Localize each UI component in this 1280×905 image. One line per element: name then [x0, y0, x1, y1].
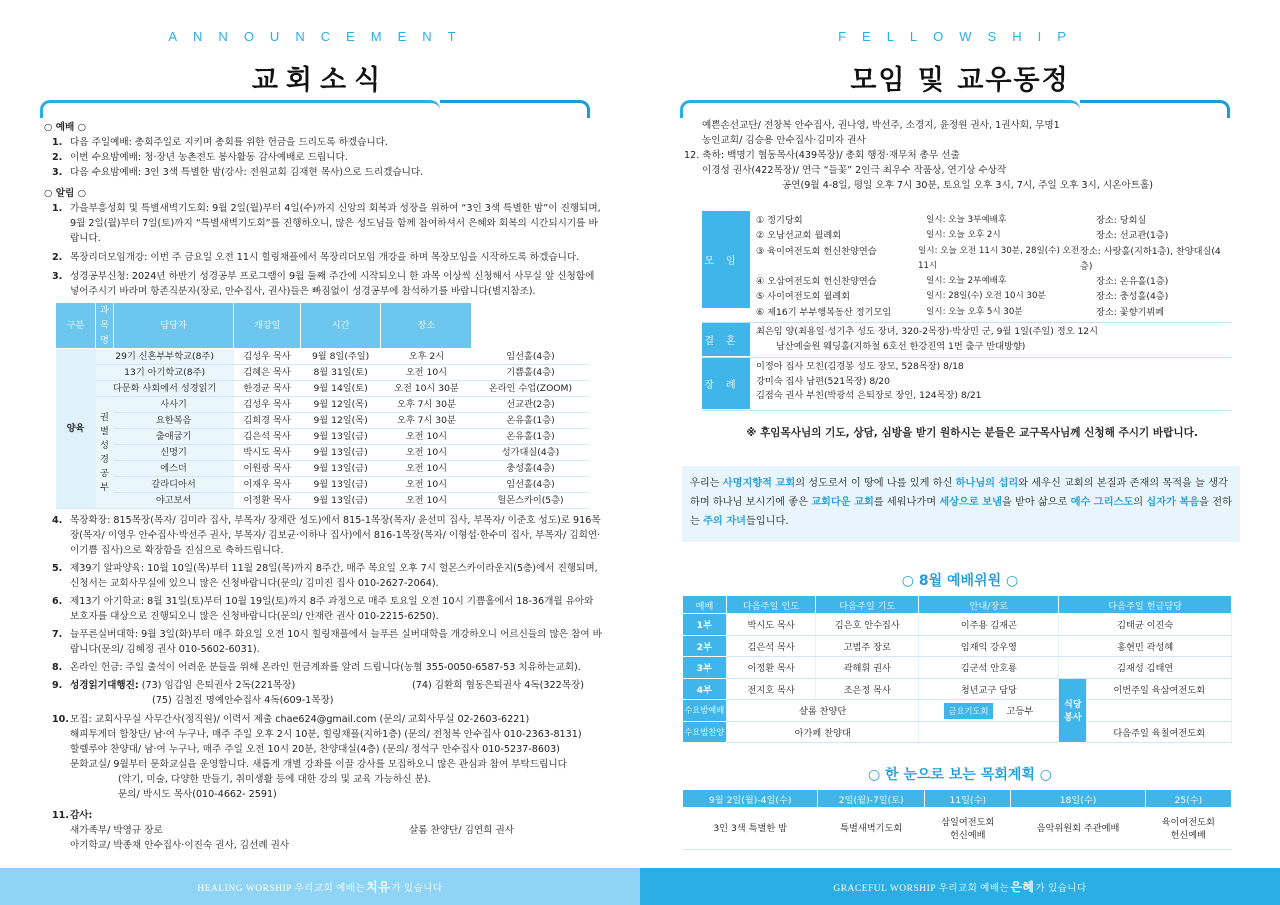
table-cell: 기쁨홀(4층) — [472, 365, 589, 381]
table-header: 과목명 — [96, 303, 114, 349]
table-cell: 9월 8일(주일) — [300, 349, 381, 365]
meeting-place: 장소: 당회실 — [1096, 215, 1147, 226]
table-row — [683, 700, 1232, 722]
table-cell: 박시도 목사 — [727, 614, 816, 636]
table-cell — [919, 721, 1059, 743]
table-header: 11일(수) — [925, 790, 1011, 808]
meeting-time: 일시: 오늘 오전 11시 30분, 28일(수) 오전 11시 — [917, 245, 1080, 271]
table-cell: 9월 12일(목) — [300, 397, 381, 413]
title-divider-accent — [1080, 100, 1230, 118]
meeting-name: ⑤ 사이여전도회 월례회 — [756, 291, 850, 303]
course-cell: 야고보서 — [114, 493, 234, 509]
cell-line: 특별새벽기도회 — [840, 823, 903, 834]
title-divider — [40, 100, 440, 118]
info-box — [702, 211, 1232, 411]
meeting-place: 장소: 충성홀(4층) — [1096, 291, 1169, 303]
table-cell: 온유홀(1층) — [472, 413, 589, 429]
notice-item: 8. 온라인 헌금: 주일 출석이 어려운 분들을 위해 온라인 헌금계좌를 알려 드립니다(농협 355-0050-6587-53 치유하는교회). — [52, 662, 581, 673]
table-cell: 아가페 찬양대 — [727, 721, 919, 743]
table-row — [56, 477, 590, 493]
subgroup-char: 경 — [100, 453, 109, 465]
table-cell: 9월 14일(토) — [300, 381, 381, 397]
funeral-row: 장례 이정아 집사 모친(김경봉 성도 장모, 528목장) 8/18 강미숙 집사 남편(521목장) 8/20 김점숙 권사 부친(박광석 은퇴장로 장인, 124목장) 8/21 — [702, 358, 1232, 411]
table-cell: 오전 10시 30분 — [381, 381, 472, 397]
table-cell: 임재익 강우영 — [919, 635, 1059, 657]
subgroup-char: 부 — [100, 481, 109, 493]
service-committee-title: ○ 8월 예배위원 ○ — [901, 573, 1019, 589]
table-cell: 오전 10시 — [381, 477, 472, 493]
table-cell: 고범주 장로 — [816, 635, 919, 657]
table-header: 예배 — [683, 596, 727, 614]
table-cell: 9월 13일(금) — [300, 477, 381, 493]
meeting-place: 장소: 사랑홀(지하1층), 찬양대실(4층) — [1079, 245, 1221, 272]
cell-line: 헌신예배 — [1170, 829, 1207, 841]
table-row — [56, 413, 590, 429]
page-title: 모임 및 교우동정 — [850, 65, 1070, 96]
table-cell: 오전 10시 — [381, 493, 472, 509]
meeting-item — [756, 228, 1226, 243]
table-cell: 오후 7시 30분 — [381, 397, 472, 413]
table-cell — [1011, 808, 1145, 850]
subgroup-char: 권 — [100, 411, 109, 423]
subgroup-char: 성 — [100, 439, 109, 451]
meeting-place: 장소: 꽃향기뷔페 — [1096, 306, 1165, 318]
table-cell: 오전 10시 — [381, 461, 472, 477]
table-cell: 박시도 목사 — [234, 445, 301, 461]
table-header: 2일(월)-7일(토) — [818, 790, 925, 808]
notice-item: 7. 늘푸른실버대학: 9월 3일(화)부터 매주 화요일 오전 10시 힐링채플에서 늘푸른 실버대학을 개강하오니 어르신들의 많은 참여 바랍니다(문의/ 김혜정 권사 010-5602-6031). — [52, 629, 602, 655]
table-cell: 이원광 목사 — [234, 461, 301, 477]
worship-item — [52, 165, 604, 180]
table-cell: 김혜은 목사 — [234, 365, 301, 381]
course-cell: 사사기 — [114, 397, 234, 413]
table-header: 다음주일 기도 — [816, 596, 919, 614]
table-row — [56, 397, 590, 413]
table-row — [683, 678, 1232, 700]
page-subtitle: ANNOUNCEMENT — [168, 29, 472, 44]
item-text: 다음 수요밤예배: 3인 3색 특별한 밤(강사: 전원교회 김재현 목사)으로 드리겠습니다. — [70, 167, 424, 178]
table-row — [56, 429, 590, 445]
table-cell: 다음주일 육칠여전도회 — [1087, 721, 1232, 743]
table-cell — [818, 808, 925, 850]
notice-item: 2. 목장리더모임개강: 이번 주 금요일 오전 11시 힐링채플에서 목장리더모임 개강을 하며 목장모임을 시작하도록 하겠습니다. — [52, 252, 580, 263]
row-header: 수요밤찬양 — [683, 721, 727, 743]
cell-line: 육이여전도회 — [1161, 816, 1215, 828]
table-row — [56, 445, 590, 461]
table-cell: 온유홀(1층) — [472, 429, 589, 445]
meeting-item — [756, 213, 1226, 228]
cell-line: 음악위원회 주관예배 — [1036, 823, 1120, 834]
worship-heading: ○ 예배 ○ — [44, 122, 86, 133]
table-cell: 김은호 안수집사 — [816, 614, 919, 636]
table-cell — [925, 808, 1011, 850]
course-cell: 다문화 사회에서 성경읽기 — [96, 381, 234, 397]
table-cell: 8월 31일(토) — [300, 365, 381, 381]
prayer-value: 고등부 — [1006, 706, 1034, 718]
meeting-time: 일시: 오늘 오후 2시 — [926, 230, 1001, 241]
table-cell: 김성우 목사 — [234, 397, 301, 413]
notice-item: 9. 성경읽기대행진: (73) 임갑임 은퇴권사 2독(221목장) (74) 김환희 협동은퇴권사 4독(322목장) (75) 김철진 명예안수집사 4독(609-1목장) — [52, 680, 584, 706]
meeting-item — [756, 244, 1226, 275]
table-cell: 조은정 목사 — [816, 678, 919, 700]
table-header: 구분 — [56, 303, 96, 349]
meeting-time: 일시: 오늘 3부예배후 — [926, 215, 1007, 225]
table-cell: 9월 13일(금) — [300, 461, 381, 477]
notice-item: 6. 제13기 아기학교: 8월 31일(토)부터 10월 19일(토)까지 8주 과정으로 매주 토요일 오전 10시 기쁨홀에서 18-36개월 유아와 보호자를 대상으로 진행되오니 많은 신청바랍니다(문의/ 안재란 권사 010-2215-6250). — [52, 596, 594, 622]
item-number: 3. — [52, 167, 63, 178]
worship-list — [44, 135, 604, 180]
meeting-name: ② 오남선교회 월례회 — [756, 230, 842, 242]
course-cell: 출애굽기 — [114, 429, 234, 445]
table-header: 18일(수) — [1011, 790, 1145, 808]
wedding-row: 결혼 최은임 양(최용일·성기추 성도 장녀, 320-2목장)·박상민 군, 9월 1일(주일) 정오 12시 남산예술원 웨딩홀(지하철 6호선 한강진역 1번 출구 반대방향) — [702, 323, 1232, 358]
table-cell — [919, 700, 1059, 722]
table-header: 개강일 — [234, 303, 301, 349]
cell-line: 헌신예배 — [950, 829, 986, 841]
item-text: 다음 주일예배: 총회주일로 지키며 총회를 위한 헌금을 드리도록 하겠습니다. — [70, 137, 388, 148]
table-cell: 김은석 목사 — [234, 429, 301, 445]
meeting-item — [756, 289, 1226, 304]
table-cell: 9월 13일(금) — [300, 445, 381, 461]
course-cell: 갈라디아서 — [114, 477, 234, 493]
table-cell: 오전 10시 — [381, 429, 472, 445]
table-cell — [1087, 700, 1232, 722]
worship-item — [52, 135, 604, 150]
group-cell: 양육 — [56, 349, 96, 509]
table-cell: 오후 7시 30분 — [381, 413, 472, 429]
table-cell: 헐몬스카이(5층) — [472, 493, 589, 509]
meeting-name: ③ 육이여전도회 헌신찬양연습 — [756, 245, 877, 257]
subgroup-char: 별 — [100, 425, 109, 437]
notice-item: 1. 가을부흥성회 및 특별새벽기도회: 9월 2일(월)부터 4일(수)까지 신앙의 회복과 성장을 위하여 “3인 3색 특별한 밤”이 진행되며, 9월 2일(월)부터 7일(토)까지 “특별새벽기도회”를 진행하오니, 많은 성도님들 함께 참여하셔서 은혜와 회복의 시간되시기를 바랍니다. — [52, 203, 601, 244]
item-text: 이번 수요밤예배: 청·장년 농촌전도 봉사활동 감사예배로 드립니다. — [70, 152, 348, 163]
page-footer: HEALING WORSHIP 우리교회 예배는 치유 가 있습니다 — [0, 868, 640, 905]
table-row — [56, 349, 590, 365]
row-header: 1부 — [683, 614, 727, 636]
table-cell: 9월 13일(금) — [300, 429, 381, 445]
table-cell: 이정환 목사 — [234, 493, 301, 509]
cell-line: 삼일여전도회 — [941, 816, 995, 828]
notice-item: 4. 목장확장: 815목장(목자/ 김미라 집사, 부목자/ 장재란 성도)에서 815-1목장(목자/ 윤선미 집사, 부목자/ 이준호 성도)로 916목장(목자/ 이영우 안수집사·박선주 권사, 부목자/ 김보균·이하나 집사)에서 816-1목장(목자/ 이형섭·한수미 집사, 부목자/ 김희연·이기쁨 집사)으로 확장함을 진심으로 축하드립니다. — [52, 515, 601, 556]
bible-study-table — [55, 302, 589, 509]
prayer-label: 금요기도회 — [944, 703, 992, 719]
table-cell — [1145, 808, 1231, 850]
subgroup-cell — [96, 397, 114, 509]
table-cell: 9월 12일(목) — [300, 413, 381, 429]
subgroup-char: 공 — [100, 467, 109, 479]
course-cell: 13기 아기학교(8주) — [96, 365, 234, 381]
table-cell: 전지호 목사 — [727, 678, 816, 700]
notice-item: 5. 제39기 알파양육: 10월 10일(목)부터 11월 28일(목)까지 8주간, 매주 목요일 오후 7시 헐몬스카이라운지(5층)에서 진행되며, 신청서는 교회사무실에 있으니 많은 신청바랍니다(문의/ 김미진 집사 010-2627-2064). — [52, 563, 598, 589]
vision-statement: 우리는 사명지향적 교회의 성도로서 이 땅에 나를 있게 하신 하나님의 섭리와 세우신 교회의 본질과 존재의 목적을 늘 생각하며 하나님 보시기에 좋은 교회다운 교회를 세워나가며 세상으로 보냄을 받아 삶으로 예수 그리스도의 십자가 복음을 전하는 주의 자녀들입니다. — [682, 466, 1240, 542]
table-cell — [683, 808, 818, 850]
page-footer: GRACEFUL WORSHIP 우리교회 예배는 은혜 가 있습니다 — [640, 868, 1280, 905]
right-page — [640, 0, 1280, 905]
page-subtitle: FELLOWSHIP — [838, 29, 1082, 44]
fellowship-intro: 예쁜손선교단/ 전창복 안수집사, 권나영, 박선주, 소경지, 윤정원 권사, 1권사회, 무명1 농인교회/ 김승용 안수집사·김미자 권사 12. 축하: 백명기 협동목사(439목장)/ 총회 행정·재무처 총무 선출 이경성 권사(422목장)/ 연극 “들꽃” 2인극 최우수 작품상, 연기상 수상작 공연(9월 4-8일, 평일 오후 7시 30분, 토요일 오후 3시, 7시, 주일 오후 3시, 시온아트홀) — [684, 120, 1153, 191]
meal-label: 식당 봉사 — [1059, 678, 1087, 743]
meeting-name: ⑥ 제16기 부부행복동산 정기모임 — [756, 306, 892, 318]
meeting-time: 일시: 오늘 2부예배후 — [926, 276, 1007, 287]
table-cell: 오전 10시 — [381, 445, 472, 461]
table-cell: 이정환 목사 — [727, 657, 816, 679]
table-row — [683, 614, 1232, 636]
meeting-name: ① 정기당회 — [756, 215, 803, 226]
item-number: 2. — [52, 152, 63, 163]
meeting-place: 장소: 온유홀(1층) — [1096, 276, 1169, 288]
service-committee-table — [682, 595, 1232, 743]
table-cell: 한경균 목사 — [234, 381, 301, 397]
table-cell: 홍현민 곽성혜 — [1059, 635, 1232, 657]
table-cell: 김군석 안호룡 — [919, 657, 1059, 679]
table-cell: 임선홀(4층) — [472, 349, 589, 365]
table-row — [683, 635, 1232, 657]
table-cell: 9월 13일(금) — [300, 493, 381, 509]
pastoral-plan-title: ○ 한 눈으로 보는 목회계획 ○ — [867, 767, 1053, 783]
pastoral-plan-table — [682, 789, 1232, 850]
table-cell: 성가대실(4층) — [472, 445, 589, 461]
meeting-item — [756, 305, 1226, 320]
table-cell: 오전 10시 — [381, 365, 472, 381]
course-cell: 에스더 — [114, 461, 234, 477]
table-cell: 충성홀(4층) — [472, 461, 589, 477]
table-row — [56, 461, 590, 477]
notice-item: 10. 모집: 교회사무실 사무간사(정직원)/ 이력서 제출 chae624@gmail.com (문의/ 교회사무실 02-2603-6221) 해피투게더 합창단/ 남·여 누구나, 매주 주일 오후 2시 10분, 힐링채플(지하1층) (문의/ 전청복 안수집사 010-2363-8131) 할렐루야 찬양대/ 남·여 누구나, 매주 주일 오전 10시 20분, 찬양대실(4층) (문의/ 정석구 안수집사 010-5237-8603) 문화교실/ 9월부터 문화교실을 운영합니다. 새롭게 개별 강좌를 이끌 강사를 모집하오니 많은 관심과 참여 부탁드립니다 (악기, 미술, 다양한 만들기, 취미생활 등에 대한 강의 및 교육 가능하신 분). 문의/ 박시도 목사(010-4662- 2591) — [52, 714, 582, 800]
notice-item: 11. 감사: 새가족부/ 박영규 장로 살롬 찬양단/ 김연희 권사 아기학교/ 박종채 안수집사·이진숙 권사, 김선례 권사 — [52, 810, 514, 851]
meetings-row: 모임 ① 정기당회 일시: 오늘 3부예배후 장소: 당회실 ② 오남선교회 월례회 일시: 오늘 오후 2시 장소: 선교관(1층) ③ 육이여전도회 헌신찬양연습 일시: 오늘 오전 11시 30분, 28일(수) 오전 11시 장소: 사랑홀(지하1층), 찬양대실(4층) ④ 오삼여전도회 헌신찬양연습 일시: 오늘 2부예배후 장소: 온유홀(1층) ⑤ 사이여전도회 월례회 일시: 28일(수) 오전 10시 30분 장소: 충성홀(4층) ⑥ 제16기 부부행복동산 정기모임 일시: 오늘 오후 5시 30분 장소: 꽃향기뷔페 — [702, 211, 1232, 323]
table-row — [683, 657, 1232, 679]
table-header: 다음주일 헌금담당 — [1059, 596, 1232, 614]
table-cell: 청년교구 담당 — [919, 678, 1059, 700]
row-header: 수요밤예배 — [683, 700, 727, 722]
table-row — [56, 493, 590, 509]
table-cell: 이번주일 육삼여전도회 — [1087, 678, 1232, 700]
meeting-place: 장소: 선교관(1층) — [1096, 230, 1169, 242]
course-cell: 요한복음 — [114, 413, 234, 429]
table-header: 안내/장로 — [919, 596, 1059, 614]
table-cell: 선교관(2층) — [472, 397, 589, 413]
worship-item — [52, 150, 604, 165]
table-header: 담당자 — [114, 303, 234, 349]
row-header: 3부 — [683, 657, 727, 679]
meeting-time: 일시: 오늘 오후 5시 30분 — [926, 306, 1023, 317]
notice-heading: ○ 알림 ○ — [44, 188, 86, 199]
table-cell: 이재우 목사 — [234, 477, 301, 493]
table-header: 다음주일 인도 — [727, 596, 816, 614]
course-cell: 신명기 — [114, 445, 234, 461]
meeting-item — [756, 274, 1226, 289]
table-cell: 김희경 목사 — [234, 413, 301, 429]
table-cell: 이주용 김재곤 — [919, 614, 1059, 636]
table-row — [56, 365, 590, 381]
table-cell: 샬롬 찬양단 — [727, 700, 919, 722]
table-cell: 김태균 이진숙 — [1059, 614, 1232, 636]
title-divider — [680, 100, 1080, 118]
table-cell: 곽해휘 권사 — [816, 657, 919, 679]
notice-item: 3. 성경공부신청: 2024년 하반기 성경공부 프로그램이 9월 둘째 주간에 시작되오니 한 과목 이상씩 신청해서 사무실 앞 신청함에 넣어주시기 바라며 항존직분자(장로, 안수집사, 권사)들은 빠짐없이 성경공부에 참석하기를 바랍니다(별지참조). — [52, 271, 595, 297]
table-row — [683, 721, 1232, 743]
course-cell: 29기 신혼부부학교(8주) — [96, 349, 234, 365]
meeting-time: 일시: 28일(수) 오전 10시 30분 — [926, 291, 1046, 302]
table-header: 장소 — [381, 303, 472, 349]
row-header: 2부 — [683, 635, 727, 657]
table-cell: 김은석 목사 — [727, 635, 816, 657]
table-row — [56, 381, 590, 397]
announcement-content — [44, 118, 604, 853]
row-header: 4부 — [683, 678, 727, 700]
table-header: 시간 — [300, 303, 381, 349]
pastor-notice: ※ 후임목사님의 기도, 상담, 심방을 받기 원하시는 분들은 교구목사님께 신청해 주시기 바랍니다. — [746, 427, 1198, 439]
table-cell: 임선홀(4층) — [472, 477, 589, 493]
meeting-name: ④ 오삼여전도회 헌신찬양연습 — [756, 276, 877, 288]
table-header: 9월 2일(월)-4일(수) — [683, 790, 818, 808]
table-cell: 온라인 수업(ZOOM) — [472, 381, 589, 397]
item-number: 1. — [52, 137, 63, 148]
page-title: 교회소식 — [251, 65, 389, 96]
table-cell: 김성우 목사 — [234, 349, 301, 365]
title-divider-accent — [440, 100, 590, 118]
table-cell: 김재성 김태연 — [1059, 657, 1232, 679]
table-cell: 오후 2시 — [381, 349, 472, 365]
cell-line: 3인 3색 특별한 밤 — [713, 823, 788, 834]
table-header: 25(수) — [1145, 790, 1231, 808]
